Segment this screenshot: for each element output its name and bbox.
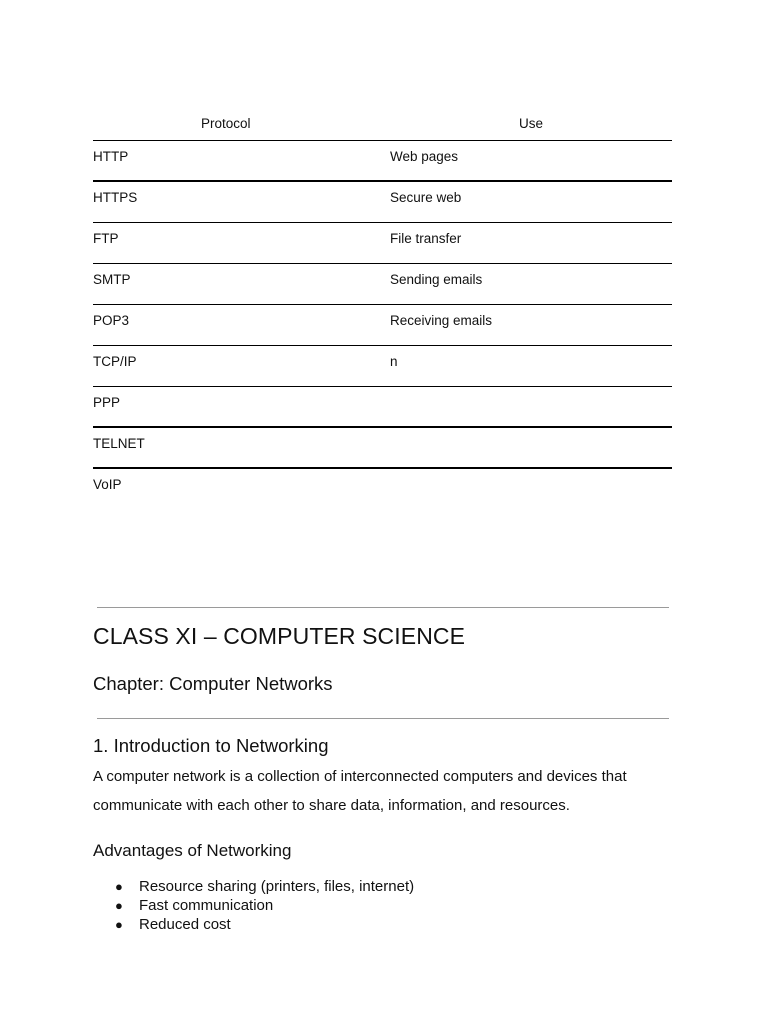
list-item [93,896,414,915]
bullet-icon: ● [115,898,123,913]
protocol-cell: HTTPS [93,190,138,205]
bullet-icon: ● [115,917,123,932]
page-title: CLASS XI – COMPUTER SCIENCE [93,623,466,649]
use-cell: n [390,354,398,369]
header-protocol: Protocol [201,116,251,131]
chapter-title: Chapter: Computer Networks [93,673,333,694]
table-row [93,387,672,428]
use-cell: Secure web [390,190,462,205]
table-row [93,469,672,509]
header-use: Use [519,116,544,131]
use-cell: File transfer [390,231,462,246]
table-row [93,428,672,469]
horizontal-rule [97,607,669,608]
protocol-cell: POP3 [93,313,130,328]
table-header-row [93,108,672,141]
table-row [93,346,672,387]
list-item-text: Resource sharing (printers, files, internet) [139,878,415,895]
protocol-cell: FTP [93,231,119,246]
list-item [93,915,414,934]
table-row [93,305,672,346]
bullet-icon: ● [115,879,123,894]
protocol-cell: SMTP [93,272,131,287]
use-cell: Sending emails [390,272,483,287]
table-row [93,264,672,305]
protocol-cell: VoIP [93,477,122,492]
table-row [93,141,672,182]
section-heading: 1. Introduction to Networking [93,735,329,756]
use-cell: Web pages [390,149,459,164]
advantages-list [93,877,414,934]
use-cell: Receiving emails [390,313,493,328]
protocol-cell: HTTP [93,149,129,164]
protocol-cell: TELNET [93,436,145,451]
table-row [93,223,672,264]
protocol-cell: TCP/IP [93,354,137,369]
table-row [93,182,672,223]
protocol-cell: PPP [93,395,121,410]
subsection-heading: Advantages of Networking [93,841,292,860]
protocol-table [93,108,672,509]
intro-paragraph: A computer network is a collection of interconnected computers and devices that communicate with each other to share data, information, and resources. [93,768,627,814]
list-item-text: Fast communication [139,897,274,914]
horizontal-rule [97,718,669,719]
list-item-text: Reduced cost [139,916,231,933]
list-item [93,877,414,896]
